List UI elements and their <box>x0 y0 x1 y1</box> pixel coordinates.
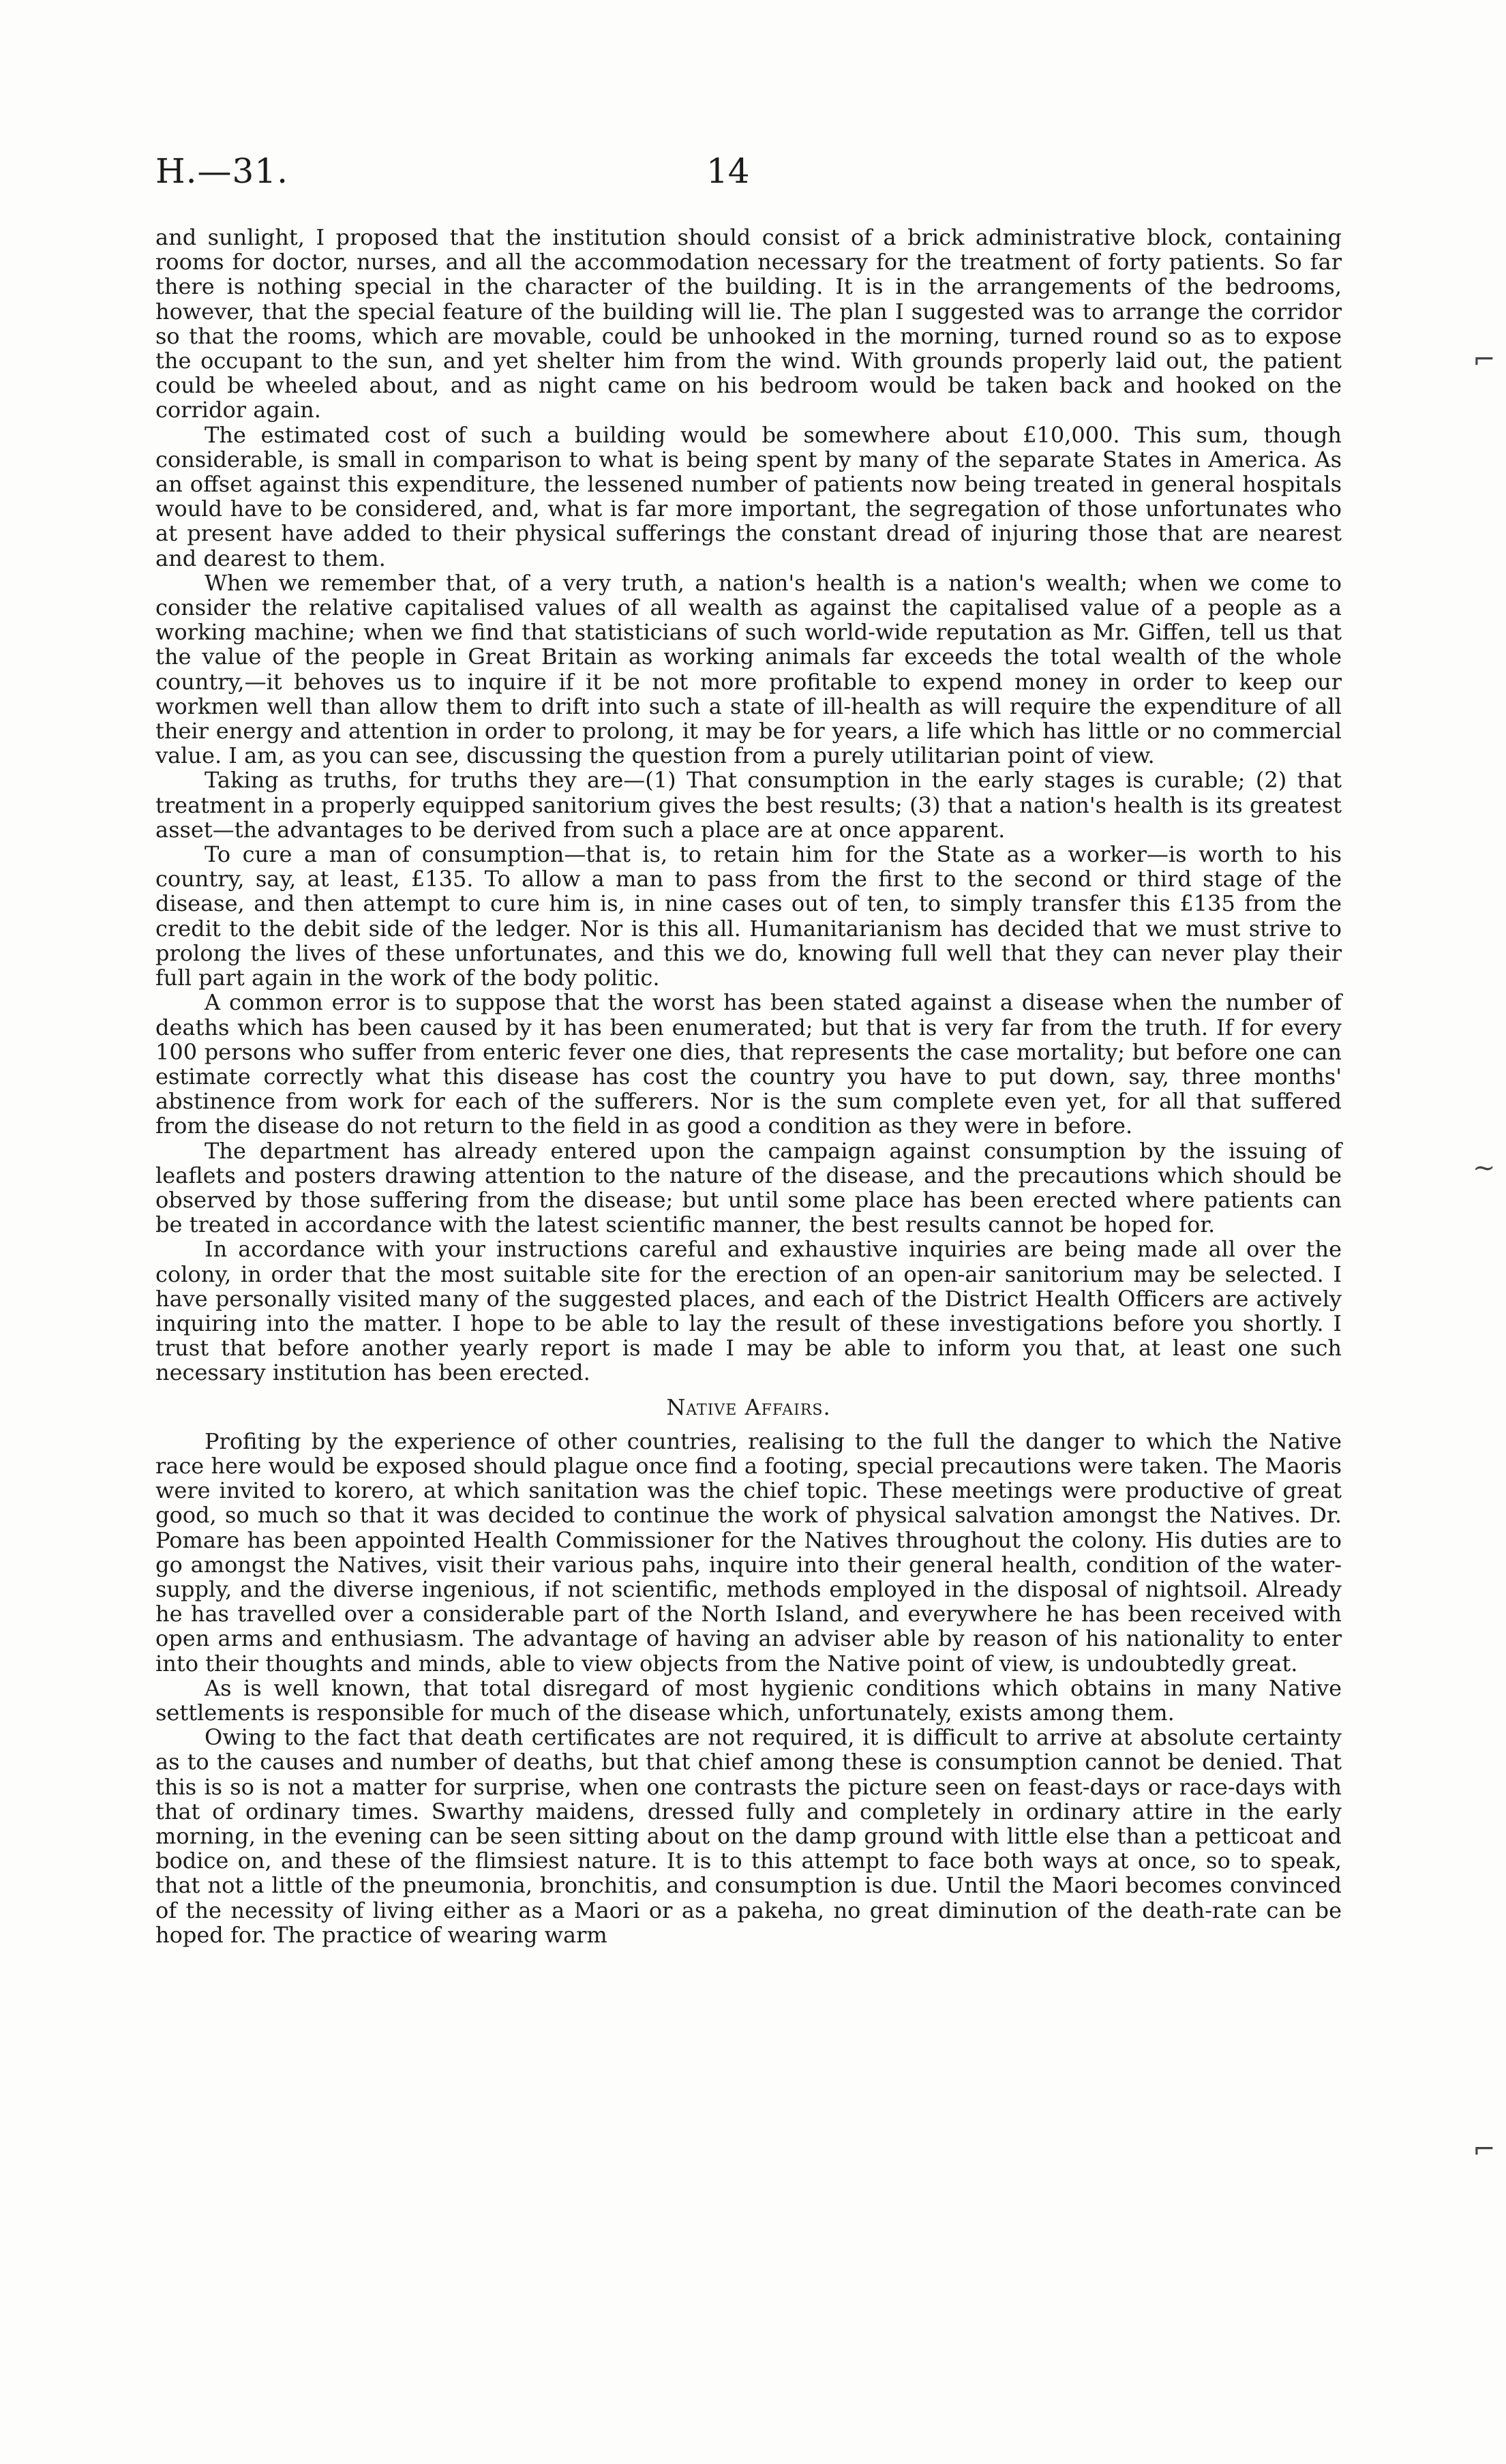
paragraph: The estimated cost of such a building would be somewhere about £10,000. This sum, though considerable, is small in comparison to what is being spent by many of the separate States in America. As an offset against this expenditure, the lessened number of patients now being treated in general hospitals would have to be considered, and, what is far more important, the segregation of those unfortunates who at present have added to their physical sufferings the constant dread of injuring those that are nearest and dearest to them. <box>155 421 1342 571</box>
paragraph: In accordance with your instructions careful and exhaustive inquiries are being made all over the colony, in order that the most suitable site for the erection of an open-air sanitorium may be selected. I have personally visited many of the suggested places, and each of the District Health Officers are actively inquiring into the matter. I hope to be able to lay the result of these investigations before you shortly. I trust that before another yearly report is made I may be able to inform you that, at least one such necessary institution has been erected. <box>155 1236 1342 1386</box>
paragraph: Profiting by the experience of other countries, realising to the full the danger to which the Native race here would be exposed should plague once find a footing, special precautions were taken. The Maoris were invited to korero, at which sanitation was the chief topic. These meetings were productive of great good, so much so that it was decided to continue the work of physical salvation amongst the Natives. Dr. Pomare has been appointed Health Commissioner for the Natives throughout the colony. His duties are to go amongst the Natives, visit their various pahs, inquire into their general health, condition of the water-supply, and the diverse ingenious, if not scientific, methods employed in the disposal of nightsoil. Already he has travelled over a considerable part of the North Island, and everywhere he has been received with open arms and enthusiasm. The advantage of having an adviser able by reason of his nationality to enter into their thoughts and minds, able to view objects from the Native point of view, is undoubtedly great. <box>155 1428 1342 1677</box>
paragraph: The department has already entered upon the campaign against consumption by the issuing of leaflets and posters drawing attention to the nature of the disease, and the precautions which should be observed by those suffering from the disease; but until some place has been erected where patients can be treated in accordance with the latest scientific manner, the best results cannot be hoped for. <box>155 1137 1342 1238</box>
paragraph: Taking as truths, for truths they are—(1) That consumption in the early stages is curable; (2) that treatment in a properly equipped sanitorium gives the best results; (3) that a nation's health is its greatest asset—the advantages to be derived from such a place are at once apparent. <box>155 767 1342 843</box>
paragraph: Owing to the fact that death certificates are not required, it is difficult to arrive at absolute certainty as to the causes and number of deaths, but that chief among these is consumption cannot be denied. That this is so is not a matter for surprise, when one contrasts the picture seen on feast-days or race-days with that of ordinary times. Swarthy maidens, dressed fully and completely in ordinary attire in the early morning, in the evening can be seen sitting about on the damp ground with little else than a petticoat and bodice on, and these of the flimsiest nature. It is to this attempt to face both ways at once, so to speak, that not a little of the pneumonia, bronchitis, and consumption is due. Until the Maori becomes convinced of the necessity of living either as a Maori or as a pakeha, no great diminution of the death-rate can be hoped for. The practice of wearing warm <box>155 1724 1342 1948</box>
paragraph: When we remember that, of a very truth, a nation's health is a nation's wealth; when we come to consider the relative capitalised values of all wealth as against the capitalised value of a people as a working machine; when we find that statisticians of such world-wide reputation as Mr. Giffen, tell us that the value of the people in Great Britain as working animals far exceeds the total wealth of the whole country,—it behoves us to inquire if it be not more profitable to expend money in order to keep our workmen well than allow them to drift into such a state of ill-health as will require the expenditure of all their energy and attention in order to prolong, it may be for years, a life which has little or no commercial value. I am, as you can see, discussing the question from a purely utilitarian point of view. <box>155 569 1342 769</box>
margin-mark-icon: ⌐ <box>1473 344 1496 376</box>
paragraph: As is well known, that total disregard of most hygienic conditions which obtains in many Native settlements is responsible for much of the disease which, unfortunately, exists among them. <box>155 1674 1342 1726</box>
page-number: 14 <box>706 151 750 191</box>
paragraph: and sunlight, I proposed that the institution should consist of a brick administrative block, containing rooms for doctor, nurses, and all the accommodation necessary for the treatment of forty patients. So far there is nothing special in the character of the building. It is in the arrangements of the bedrooms, however, that the special feature of the building will lie. The plan I suggested was to arrange the corridor so that the rooms, which are movable, could be unhooked in the morning, turned round so as to expose the occupant to the sun, and yet shelter him from the wind. With grounds properly laid out, the patient could be wheeled about, and as night came on his bedroom would be taken back and hooked on the corridor again. <box>155 224 1342 423</box>
paragraph: To cure a man of consumption—that is, to retain him for the State as a worker—is worth to his country, say, at least, £135. To allow a man to pass from the first to the second or third stage of the disease, and then attempt to cure him is, in nine cases out of ten, to simply transfer this £135 from the credit to the debit side of the ledger. Nor is this all. Humanitarianism has decided that we must strive to prolong the lives of these unfortunates, and this we do, knowing full well that they can never play their full part again in the work of the body politic. <box>155 841 1342 991</box>
margin-mark-icon: ⌐ <box>1473 2134 1496 2165</box>
margin-mark-icon: ~ <box>1473 1152 1496 1184</box>
page-header <box>155 151 1342 192</box>
paragraph: A common error is to suppose that the worst has been stated against a disease when the number of deaths which has been caused by it has been enumerated; but that is very far from the truth. If for every 100 persons who suffer from enteric fever one dies, that represents the case mortality; but before one can estimate correctly what this disease has cost the country you have to put down, say, three months' abstinence from work for each of the sufferers. Nor is the sum complete even yet, for all that suffered from the disease do not return to the field in as good a condition as they were in before. <box>155 989 1342 1139</box>
body-text <box>155 225 1342 1947</box>
document-reference: H.—31. <box>155 151 289 191</box>
section-heading: Native Affairs. <box>666 1394 831 1420</box>
